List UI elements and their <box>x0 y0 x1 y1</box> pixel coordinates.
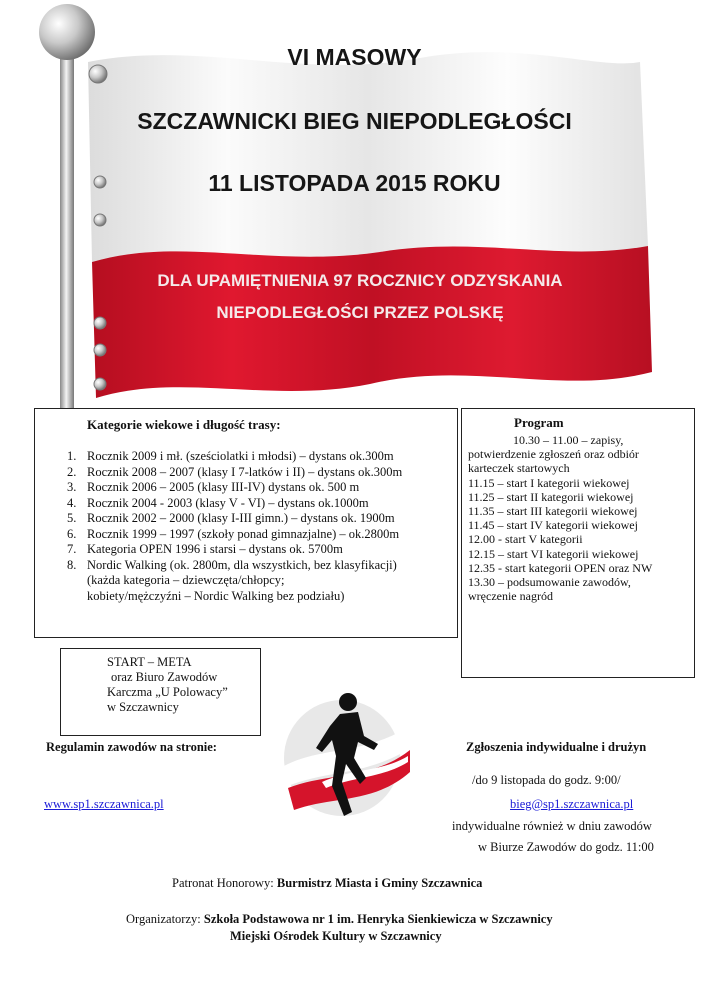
list-item: 4. Rocznik 2004 - 2003 (klasy V - VI) – dystans ok.1000m <box>67 495 369 510</box>
organizers <box>126 912 553 927</box>
program-line: 11.35 – start III kategorii wiekowej <box>468 504 638 519</box>
program-line: 12.00 - start V kategorii <box>468 532 583 547</box>
runner-logo <box>282 686 412 826</box>
program-line: 11.45 – start IV kategorii wiekowej <box>468 518 638 533</box>
event-title-line2: SZCZAWNICKI BIEG NIEPODLEGŁOŚCI <box>137 108 572 134</box>
patronage <box>172 876 482 891</box>
start-meta-line: oraz Biuro Zawodów <box>111 670 218 684</box>
patronage-label: Patronat Honorowy: <box>172 876 274 890</box>
program-line: 13.30 – podsumowanie zawodów, <box>468 575 631 590</box>
organizer-2: Miejski Ośrodek Kultury w Szczawnicy <box>230 929 442 943</box>
patronage-value: Burmistrz Miasta i Gminy Szczawnica <box>276 876 483 890</box>
organizer-1: Szkoła Podstawowa nr 1 im. Henryka Sienkiewicza w Szczawnicy <box>203 912 553 926</box>
program-line: potwierdzenie zgłoszeń oraz odbiór <box>468 447 639 462</box>
registration-deadline: /do 9 listopada do godz. 9:00/ <box>472 773 621 787</box>
list-item: 8. Nordic Walking (ok. 2800m, dla wszystkich, bez klasyfikacji) <box>67 557 397 572</box>
event-title-line1: VI MASOWY <box>287 44 422 70</box>
categories-list <box>67 449 457 604</box>
list-item-continuation: kobiety/mężczyźni – Nordic Walking bez podziału) <box>87 588 345 603</box>
flagpole <box>60 40 74 410</box>
start-meta-line: w Szczawnicy <box>107 700 179 714</box>
program-line: 12.15 – start VI kategorii wiekowej <box>468 546 639 561</box>
start-meta-venue: Karczma „U Polowacy” <box>107 685 228 699</box>
event-subtitle-line1: DLA UPAMIĘTNIENIA 97 ROCZNICY ODZYSKANIA <box>157 271 563 290</box>
email-link[interactable]: bieg@sp1.szczawnica.pl <box>510 797 634 811</box>
start-meta-heading: START – META <box>107 655 192 669</box>
program-line: 10.30 – 11.00 – zapisy, <box>513 433 624 447</box>
regulamin-label: Regulamin zawodów na stronie: <box>46 740 217 754</box>
registration-office: w Biurze Zawodów do godz. 11:00 <box>478 840 654 854</box>
list-item: 1. Rocznik 2009 i mł. (sześciolatki i młodsi) – dystans ok.300m <box>67 449 394 463</box>
organizers-label: Organizatorzy: <box>126 912 201 926</box>
website-link[interactable]: www.sp1.szczawnica.pl <box>44 797 164 811</box>
list-item: 7. Kategoria OPEN 1996 i starsi – dystans ok. 5700m <box>67 542 343 556</box>
categories-box <box>34 408 458 638</box>
categories-title: Kategorie wiekowe i długość trasy: <box>87 417 281 432</box>
program-line: 11.25 – start II kategorii wiekowej <box>468 489 634 504</box>
program-line: 11.15 – start I kategorii wiekowej <box>468 475 630 490</box>
program-box <box>461 408 695 678</box>
start-meta-box <box>60 648 261 736</box>
event-subtitle-line2: NIEPODLEGŁOŚCI PRZEZ POLSKĘ <box>216 303 504 322</box>
list-item: 5. Rocznik 2002 – 2000 (klasy I-III gimn.) – dystans ok. 1900m <box>67 511 395 525</box>
registration-note: indywidualne również w dniu zawodów <box>452 819 652 833</box>
flag-white-stripe <box>88 52 648 262</box>
list-item: 3. Rocznik 2006 – 2005 (klasy III-IV) dystans ok. 500 m <box>67 480 360 494</box>
event-date: 11 LISTOPADA 2015 ROKU <box>208 170 501 196</box>
registration-title: Zgłoszenia indywidualne i drużyn <box>466 740 647 754</box>
program-line: karteczek startowych <box>468 461 570 476</box>
list-item: 2. Rocznik 2008 – 2007 (klasy I 7-latków i II) – dystans ok.300m <box>67 464 403 479</box>
program-line: wręczenie nagród <box>468 589 553 604</box>
list-item-continuation: (każda kategoria – dziewczęta/chłopcy; <box>87 573 285 587</box>
list-item: 6. Rocznik 1999 – 1997 (szkoły ponad gimnazjalne) – ok.2800m <box>67 526 400 541</box>
program-title: Program <box>514 415 564 430</box>
program-line: 12.35 - start kategorii OPEN oraz NW <box>468 560 653 575</box>
program-list <box>468 433 692 603</box>
